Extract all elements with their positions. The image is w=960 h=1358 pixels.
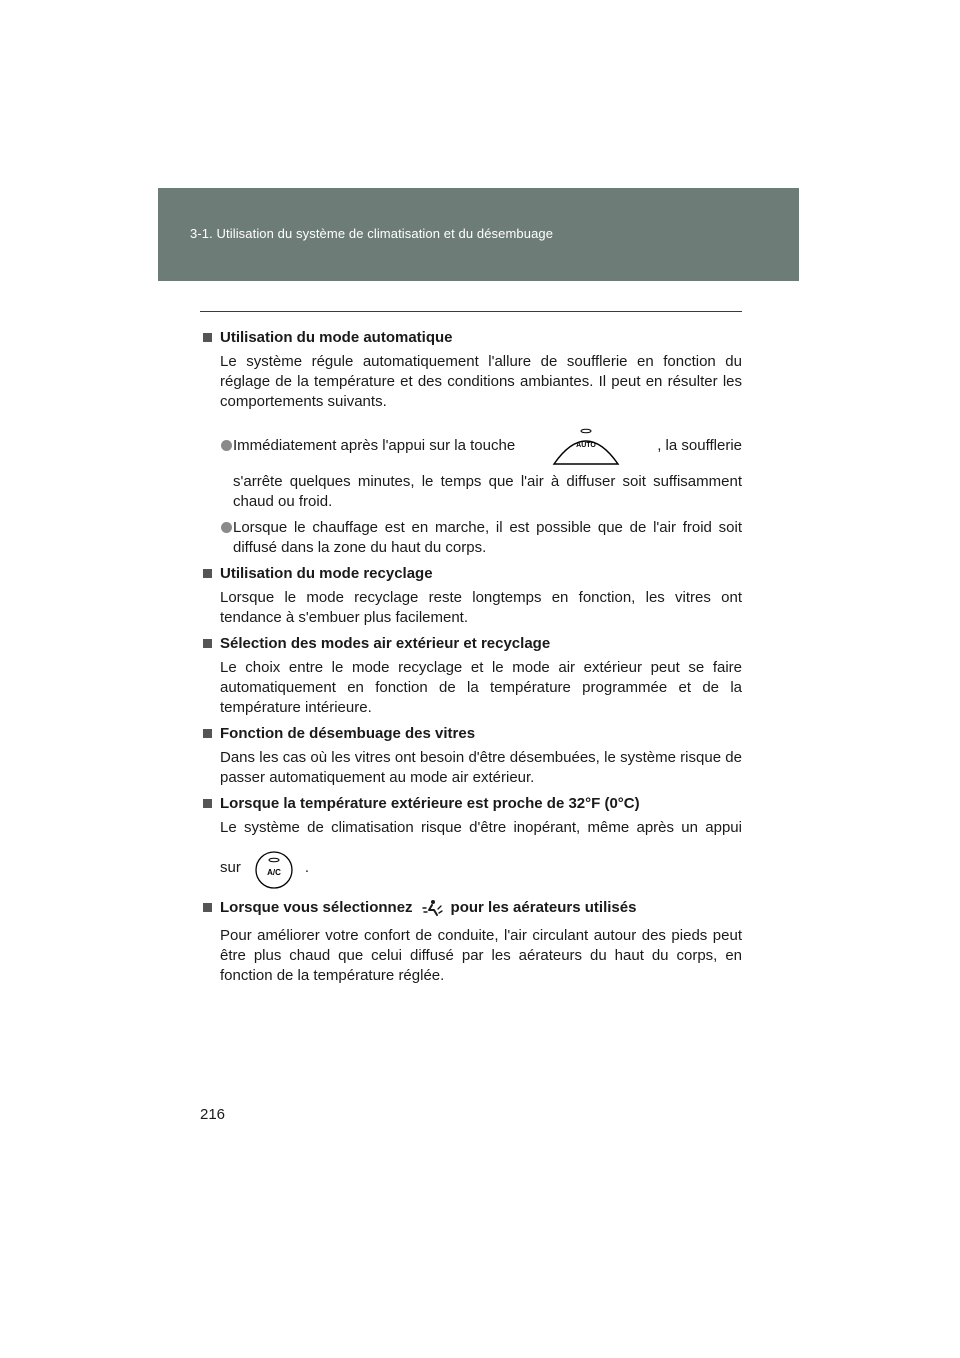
section-text: Le choix entre le mode recyclage et le mode air extérieur peut se faire automatiquement en fonction de la température programmée et de la température intérieure. (220, 659, 742, 716)
page-content (200, 328, 742, 992)
round-bullet-icon (221, 522, 232, 533)
section-title: Lorsque la température extérieure est proche de 32°F (0°C) (200, 794, 742, 814)
sur-text: sur (220, 859, 241, 876)
section-text: Lorsque le mode recyclage reste longtemps en fonction, les vitres ont tendance à s'embuer plus facilement. (220, 589, 742, 626)
bullet-text-end: , la soufflerie (657, 437, 742, 454)
section-air-selection (200, 634, 742, 718)
bullet-item (200, 424, 742, 512)
period-text: . (304, 859, 310, 876)
bullet-text-start: Immédiatement après l'appui sur la touche (233, 437, 516, 454)
square-bullet-icon (203, 799, 212, 808)
section-title: Lorsque vous sélectionnez pour les aérateurs utilisés (200, 898, 742, 918)
section-title: Sélection des modes air extérieur et recyclage (200, 634, 742, 654)
section-title: Fonction de désembuage des vitres (200, 724, 742, 744)
auto-line (233, 424, 742, 468)
section-text: Dans les cas où les vitres ont besoin d'être désembuées, le système risque de passer automatiquement au mode air extérieur. (220, 749, 742, 786)
section-auto-mode (200, 328, 742, 558)
section-defog (200, 724, 742, 788)
section-text: Le système régule automatiquement l'allure de soufflerie en fonction du réglage de la température et des conditions ambiantes. Il peut en résulter les comportements suivants. (220, 353, 742, 410)
header-rule (200, 311, 742, 312)
section-text: Le système de climatisation risque d'être inopérant, même après un appui (220, 819, 742, 836)
square-bullet-icon (203, 333, 212, 342)
square-bullet-icon (203, 729, 212, 738)
chapter-title: 3-1. Utilisation du système de climatisation et du désembuage (190, 226, 554, 241)
auto-button-icon (551, 424, 621, 468)
section-title: Utilisation du mode recyclage (200, 564, 742, 584)
section-recycle-mode (200, 564, 742, 628)
page-number: 216 (200, 1106, 226, 1123)
section-freezing (200, 794, 742, 892)
section-text: Pour améliorer votre confort de conduite, l'air circulant autour des pieds peut être plus chaud que celui diffusé par les aérateurs du haut du corps, en fonction de la température réglée. (220, 927, 742, 984)
chapter-header-band (158, 188, 799, 281)
ac-button-label: A/C (266, 868, 281, 877)
square-bullet-icon (203, 903, 212, 912)
bullet-item (200, 518, 742, 558)
ac-line (200, 844, 742, 892)
auto-button-label: AUTO (576, 442, 597, 449)
square-bullet-icon (203, 569, 212, 578)
section-vents (200, 898, 742, 986)
feet-vent-mode-icon (421, 899, 443, 917)
bullet-text: Lorsque le chauffage est en marche, il est possible que de l'air froid soit diffusé dans la zone du haut du corps. (233, 519, 742, 556)
ac-button-icon (253, 846, 295, 890)
bullet-text-continuation: s'arrête quelques minutes, le temps que l'air à diffuser soit suffisamment chaud ou froid. (233, 473, 742, 510)
section-title: Utilisation du mode automatique (200, 328, 742, 348)
round-bullet-icon (221, 440, 232, 451)
square-bullet-icon (203, 639, 212, 648)
